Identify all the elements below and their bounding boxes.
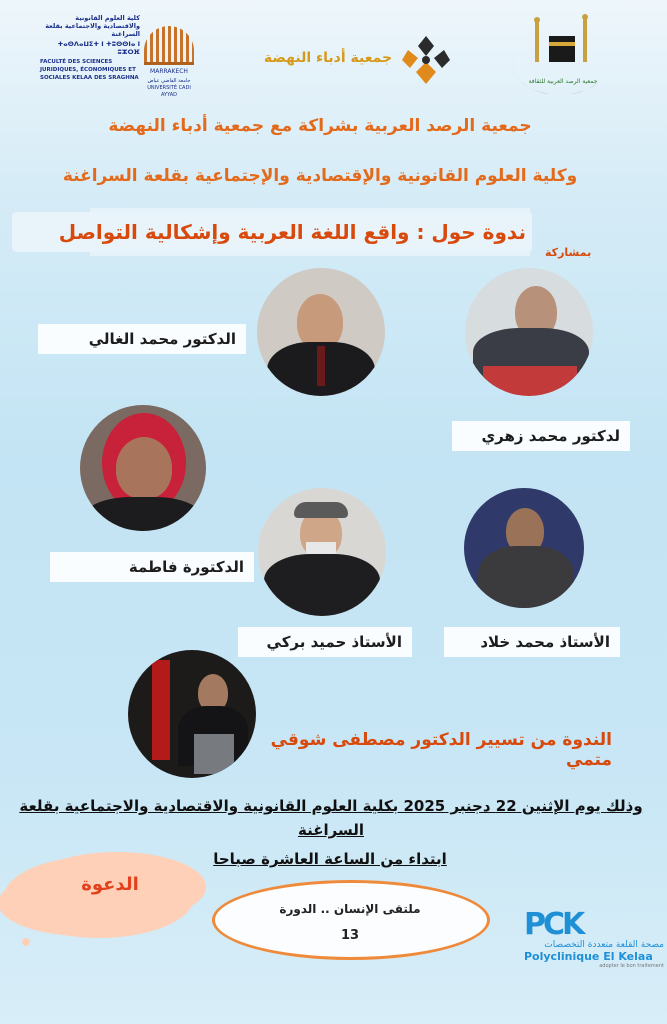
clinic-name-ar: مصحة القلعة متعددة التخصصات: [544, 940, 664, 950]
clinic-tagline: adopter le bon traitement: [599, 963, 664, 969]
speaker-name-ghali: الدكتور محمد الغالي: [38, 324, 246, 354]
event-date-text: وذلك يوم الإثنين 22 دجنبر 2025 بكلية العلوم القانونية والاقتصادية والاجتماعية بقلعة السراغنة: [19, 797, 643, 839]
title-line-2: وكلية العلوم القانونية والإقتصادية والإجتماعية بقلعة السراغنة: [62, 166, 578, 186]
forum-oval: [212, 880, 490, 960]
association-logo-icon: [400, 32, 452, 90]
faculty-logo: [40, 14, 140, 82]
cloud-dot: [22, 938, 30, 946]
invite-cloud-shape: [4, 856, 194, 938]
moderator-line: الندوة من تسيير الدكتور مصطفى شوقي متمي: [270, 730, 612, 770]
event-time: ابتداء من الساعة العاشرة صباحا: [213, 850, 447, 868]
faculty-name-fr: FACULTÉ DES SCIENCES JURIDIQUES, ÉCONOMIQUES ET SOCIALES KELAA DES SRAGHNA: [40, 59, 139, 81]
invite-label: الدعوة: [81, 874, 139, 895]
university-arch-icon: [144, 26, 194, 65]
title-line-1: جمعية الرصد العربية بشراكة مع جمعية أدباء النهضة: [108, 116, 532, 136]
university-name: MARRAKECH: [150, 68, 188, 75]
university-sub: جامعة القاضي عياض UNIVERSITÉ CADI AYYAD: [147, 78, 191, 98]
rasd-logo: [505, 14, 615, 94]
speaker-photo-khallad: [464, 488, 584, 608]
clinic-logo: [524, 907, 664, 970]
speaker-photo-barki: [258, 488, 386, 616]
speaker-photo-fatima: [80, 405, 206, 531]
event-date: [10, 794, 652, 842]
speaker-name-zahri: لدكتور محمد زهري: [452, 421, 630, 451]
participation-label: بمشاركة: [545, 246, 592, 259]
clinic-mark-icon: PCK: [524, 907, 583, 942]
forum-edition-number: 13: [340, 928, 360, 943]
forum-title: ملتقى الإنسان .. الدورة: [279, 902, 421, 916]
clinic-name-fr: Polyclinique El Kelaa: [524, 950, 653, 963]
university-logo: [140, 26, 198, 96]
faculty-name-ar: كلية العلوم القانونية والاقتصادية والاجتماعية بقلعة السراغنة: [45, 14, 140, 38]
faculty-name-tifinagh: ⵜⴰⵙⴷⴰⵡⵉⵜ ⵏ ⵜⵓⵙⵙⵏⴰ ⵏ ⵓⵣⵔⴼ: [57, 40, 140, 56]
speaker-photo-zahri: [465, 268, 593, 396]
topic-heading: ندوة حول : واقع اللغة العربية وإشكالية التواصل: [12, 212, 532, 252]
speaker-photo-ghali: [257, 268, 385, 396]
cloud-dot: [48, 922, 60, 934]
speaker-name-khallad: الأستاذ محمد خلاد: [444, 627, 620, 657]
speaker-name-barki: الأستاذ حميد بركي: [238, 627, 412, 657]
association-name: جمعية أدباء النهضة: [263, 50, 393, 66]
speaker-name-fatima: الدكتورة فاطمة: [50, 552, 254, 582]
rasd-tagline: جمعية الرصد العربية للثقافة: [528, 78, 598, 85]
